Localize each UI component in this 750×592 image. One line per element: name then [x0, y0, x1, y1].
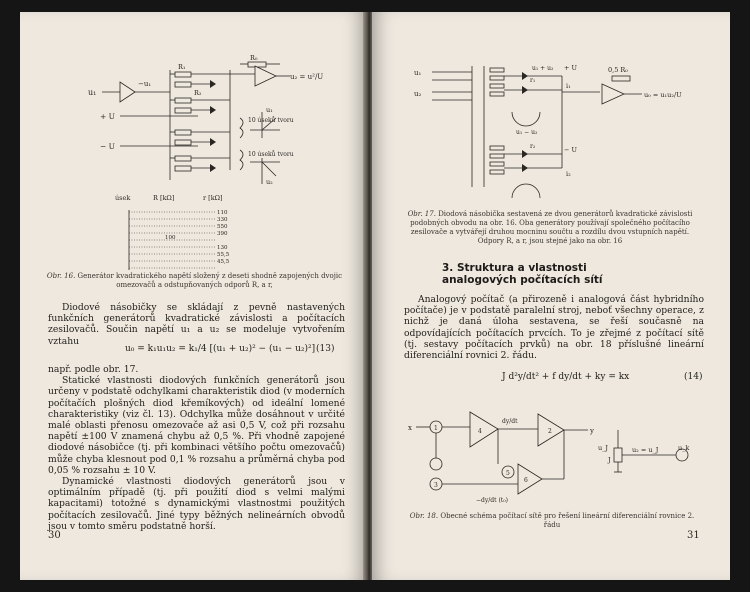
label-r1: r₁ [530, 77, 536, 84]
fig18-label-u2: u₂ = u_J [632, 446, 659, 454]
left-text-block-2 [48, 364, 345, 532]
figure-18-diagram [408, 392, 708, 512]
fig18-label-j: J [608, 456, 611, 464]
right-page [372, 12, 730, 580]
label-minus-u1: −u₁ [138, 80, 152, 88]
label-minus-u: − U [564, 146, 577, 154]
caption-label: Obr. 17. [407, 210, 436, 218]
figure-17-caption [400, 210, 700, 246]
label-minus-u: − U [100, 142, 115, 151]
equation-14: J d²y/dt² + f dy/dt + ky = kx [502, 372, 630, 382]
caption-text: Diodová násobička sestavená ze dvou generátorů kvadratické závislosti podobných obvodu na obr. 16. Oba generátory používají společného počítacího zesilovače a vytvářejí druhou mocninu součtu a rozdílu dvou vstupních napětí. Odpory R, a r, jsou stejné jako na obr. 16 [410, 210, 693, 245]
label-plus-u: + U [564, 64, 577, 72]
equation-13: u₀ = k₁u₁u₂ = k₁/4 [(u₁ + u₂)² − (u₁ − u₂)²] [125, 344, 316, 354]
table-value: 550 [217, 224, 228, 230]
table-col-a: úsek [115, 194, 131, 202]
caption-label: Obr. 18. [409, 512, 439, 520]
fig18-label-x: x [408, 424, 412, 432]
label-r2: R₂ [194, 89, 202, 97]
equation-14-number: (14) [684, 372, 703, 382]
table-value: 110 [217, 210, 228, 216]
figure-16-caption [42, 272, 347, 290]
paragraph-ref-fig17: např. podle obr. 17. [48, 364, 139, 375]
label-r2: r₂ [530, 143, 536, 150]
label-i2: i₂ [566, 170, 571, 178]
fig18-label-y: y [590, 427, 594, 435]
figure-18-caption [402, 512, 702, 530]
table-col-c: r [kΩ] [203, 194, 223, 202]
fig18-label-minus-dy: −dy/dt (t₀) [476, 497, 508, 504]
fig18-label-uk: u_k [678, 444, 690, 452]
caption-text: Obecné schéma počítací sítě pro řešení lineární diferenciální rovnice 2. řádu [440, 512, 695, 529]
label-u1: u₁ [88, 88, 97, 97]
label-i1: i₁ [566, 82, 571, 90]
page-number-right: 31 [687, 530, 700, 541]
table-value: 330 [217, 217, 228, 223]
page-number-left: 30 [48, 530, 61, 541]
label-sum: u₁ + u₂ [532, 65, 554, 72]
fig18-label-dy: dy/dt [502, 418, 518, 425]
label-seg-upper: 10 úseků tvoru [248, 117, 294, 124]
label-rn: R₀ [250, 54, 258, 62]
section-title: 3. Struktura a vlastnosti analogových počítacích sítí [442, 262, 603, 286]
label-plus-u: + U [100, 112, 115, 121]
table-value: 390 [217, 231, 228, 237]
label-u2: u₂ [414, 90, 422, 98]
paragraph-dynamic-properties: Dynamické vlastnosti diodových generátorů jsou v optimálním případě (tj. při použití diod s velmi malými kapacitami) totožné s dynamickými vlastnostmi použitých počítacích zesilovačů. Jiné typy běžných nelineárních obvodů jsou v tomto směru podstatně horší. [48, 476, 345, 532]
label-u1-small: u₁ [266, 106, 273, 114]
figure-17-diagram [412, 52, 712, 212]
caption-text: Generátor kvadratického napětí složený z deseti shodně zapojených dvojic omezovačů a odstupňovaných odporů R, a r, [77, 272, 343, 289]
table-col-b: R [kΩ] [153, 194, 175, 202]
label-u1: u₁ [414, 69, 422, 77]
paragraph-analog-computer: Analogový počítač (a přirozeně i analogová část hybridního počítače) je v podstatě paralelní stroj, neboť všechny operace, z nichž je daná úloha sestavena, se řeší současně na odpovídajících počítacích prvcích. To je zřejmé z počítací sítě (tj. sestavy počítacích prvků) na obr. 18 příslušné lineární diferenciální rovnici 2. řádu. [404, 294, 704, 362]
fig18-node-4: 4 [478, 428, 482, 435]
fig18-node-3: 3 [434, 482, 438, 489]
figure-16-diagram [80, 50, 350, 200]
fig18-label-uj: u_J [598, 444, 609, 452]
equation-13-number: (13) [316, 344, 335, 354]
label-seg-lower: 10 úseků tvoru [248, 151, 294, 158]
table-value: 130 [217, 245, 228, 251]
left-text-block [48, 302, 345, 347]
fig18-node-1: 1 [434, 425, 438, 432]
label-half-r: 0,5 R₀ [608, 66, 628, 74]
fig18-node-2: 2 [548, 428, 552, 435]
paragraph-diode-multipliers: Diodové násobičky se skládají z pevně nastavených funkčních generátorů kvadratické závislosti a počítacích zesilovačů. Součin napětí u₁ a u₂ se modeluje vytvořením vztahu [48, 302, 345, 347]
fig18-node-6: 6 [524, 477, 528, 484]
table-value: 55,5 [217, 252, 230, 258]
figure-16-table [115, 192, 265, 272]
paragraph-static-properties: Statické vlastnosti diodových funkčních generátorů jsou určeny v podstatě odchylkami charakteristik diod (v moderních počítačích plošných diod křemíkových) od ideální lomené charakteristiky (viz čl. 13). Odchylka může dosáhnout v určité malé oblasti přenosu omezovače až asi 0,5 V, což při rozsahu napětí ±100 V znamená chybu až 0,5 %. Při vhodně zapojené diodové násobičce (tj. při kombinaci většího počtu omezovačů) může chyba klesnout pod 0,1 % rozsahu a průměrná chyba pod 0,05 % rozsahu ± 10 V. [48, 375, 345, 476]
label-u2-out: u₂ = u²/U [290, 73, 324, 81]
left-page [20, 12, 365, 580]
caption-label: Obr. 16. [46, 272, 76, 280]
label-diff: u₁ − u₂ [516, 129, 538, 136]
table-value: 100 [165, 235, 176, 241]
label-output: u₀ = u₁u₂/U [644, 91, 682, 99]
label-r1: R₁ [178, 63, 186, 71]
fig18-node-5: 5 [506, 470, 510, 477]
label-u2-small: u₂ [266, 178, 273, 186]
right-text-block [404, 294, 704, 361]
table-value: 45,5 [217, 259, 230, 265]
